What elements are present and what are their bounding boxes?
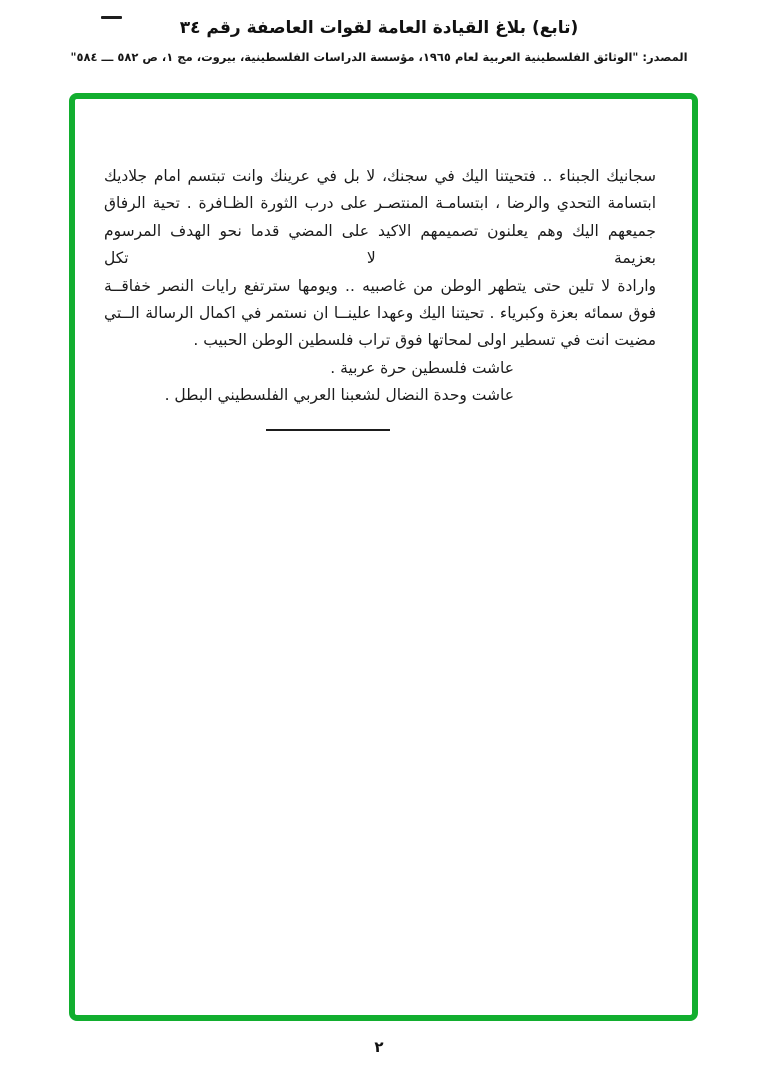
- body-line: فوق سمائه بعزة وكبرياء . تحيتنا اليك وعهدا علينــا ان نستمر في اكمال الرسالة الــتي: [104, 304, 656, 323]
- body-text-block: [104, 163, 656, 410]
- document-source-line: المصدر: "الوثائق الفلسطينية العربية لعام ١٩٦٥، مؤسسة الدراسات الفلسطينية، بيروت، مج ١، ص ٥٨٢ ـــ ٥٨٤": [70, 50, 688, 64]
- document-title: (تابع) بلاغ القيادة العامة لقوات العاصفة رقم ٣٤: [179, 18, 579, 38]
- body-line: سجانيك الجبناء .. فتحيتنا اليك في سجنك، لا بل في عرينك وانت تبتسم امام جلاديك: [104, 167, 656, 185]
- slogan-line: عاشت وحدة النضال لشعبنا العربي الفلسطيني البطل .: [164, 386, 514, 405]
- body-line: مضيت انت في تسطير اولى لمحاتها فوق تراب فلسطين الوطن الحبيب .: [193, 331, 656, 350]
- body-line: ابتسامة التحدي والرضا ، ابتسامـة المنتصـر على درب الثورة الظـافرة . تحية الرفاق: [104, 194, 656, 213]
- closing-divider-line: [266, 429, 390, 431]
- body-line: جميعهم اليك وهم يعلنون تصميمهم الاكيد على المضي قدما نحو الهدف المرسوم بعزيمة لا تكل: [104, 221, 656, 268]
- slogan-line: عاشت فلسطين حرة عربية .: [330, 358, 514, 377]
- body-line: وارادة لا تلين حتى يتطهر الوطن من غاصبيه .. ويومها سترتفع رايات النصر خفاقــة: [104, 276, 656, 295]
- page-number: ٢: [374, 1038, 384, 1056]
